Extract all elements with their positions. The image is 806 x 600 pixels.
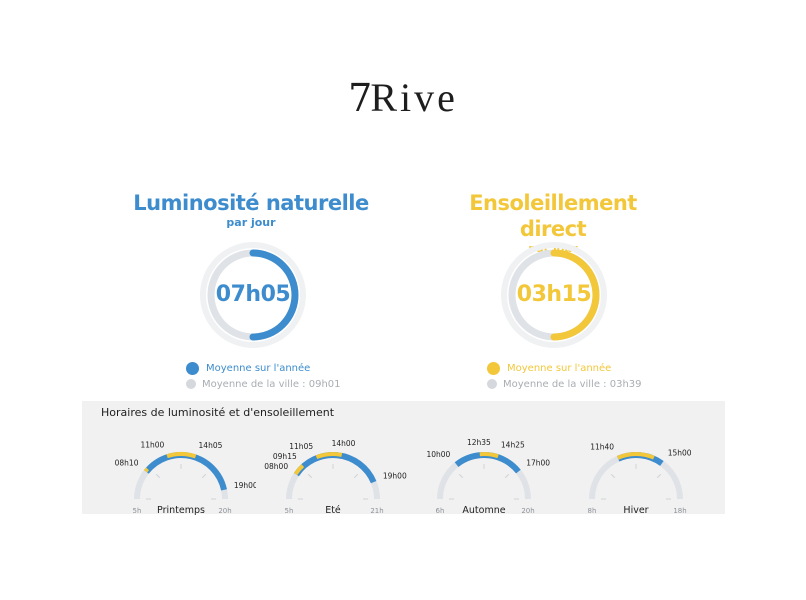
season-gauge — [258, 431, 408, 516]
season-track — [289, 455, 377, 499]
season-track — [137, 455, 225, 499]
time-label: 14h05 — [198, 440, 223, 450]
season-end-label: 20h — [521, 507, 535, 515]
ensoleillement-arc — [480, 454, 498, 456]
ensoleillement-value: 03h15 — [516, 282, 592, 307]
season-gauge — [561, 431, 711, 516]
time-label: 11h05 — [289, 441, 314, 451]
season-start-label: 5h — [284, 507, 294, 515]
legend-year — [186, 360, 426, 376]
time-label: 12h35 — [466, 438, 491, 448]
season-tick — [202, 474, 206, 478]
time-label: 17h00 — [526, 458, 551, 468]
season-gauge — [409, 431, 559, 516]
schedule-title: Horaires de luminosité et d'ensoleillement — [101, 406, 335, 419]
luminosite-arc — [146, 455, 224, 490]
time-label: 14h00 — [331, 439, 356, 449]
season-track — [440, 455, 528, 499]
time-label: 11h40 — [590, 442, 615, 452]
luminosite-value: 07h05 — [215, 282, 291, 307]
luminosite-legend — [186, 360, 426, 392]
schedule-panel — [82, 401, 725, 514]
season-tick — [156, 474, 160, 478]
luminosite-arc — [457, 455, 519, 472]
legend-dot-grey — [186, 379, 196, 389]
season-automne — [409, 431, 559, 516]
season-end-label: 21h — [370, 507, 384, 515]
legend-year — [487, 360, 727, 376]
season-tick — [505, 474, 509, 478]
time-label: 19h00 — [233, 480, 256, 490]
season-start-label: 5h — [132, 507, 142, 515]
ensoleillement-title: Ensoleillement direct — [469, 191, 637, 241]
luminosite-gauge — [198, 240, 308, 350]
legend-dot-blue — [186, 362, 199, 375]
time-label: 19h00 — [382, 471, 407, 481]
legend-dot-grey — [487, 379, 497, 389]
legend-dot-yellow — [487, 362, 500, 375]
legend-city-label: Moyenne de la ville : 03h39 — [503, 378, 642, 390]
brand-name: Rive — [370, 75, 458, 120]
season-tick — [459, 474, 463, 478]
time-label: 15h00 — [667, 448, 692, 458]
season-start-label: 8h — [587, 507, 597, 515]
season-end-label: 20h — [218, 507, 232, 515]
brand-number: 7 — [348, 76, 371, 120]
luminosite-title: Luminosité naturelle — [133, 191, 369, 215]
season-gauge — [106, 431, 256, 516]
season-start-label: 6h — [435, 507, 445, 515]
time-label: 08h10 — [114, 458, 139, 468]
ensoleillement-arc — [146, 469, 148, 471]
legend-city-label: Moyenne de la ville : 09h01 — [202, 378, 341, 390]
season-tick — [611, 474, 615, 478]
ensoleillement-gauge — [499, 240, 609, 350]
legend-year-label: Moyenne sur l'année — [206, 362, 311, 374]
season-tick — [354, 474, 358, 478]
season-name: Hiver — [623, 505, 649, 516]
time-label: 09h15 — [272, 451, 297, 461]
time-label: 10h00 — [426, 449, 451, 459]
season-ete — [258, 431, 408, 516]
season-hiver — [561, 431, 711, 516]
ensoleillement-legend — [487, 360, 727, 392]
season-printemps — [106, 431, 256, 516]
season-tick — [308, 474, 312, 478]
season-name: Automne — [462, 505, 506, 516]
season-end-label: 18h — [673, 507, 687, 515]
legend-city — [186, 376, 426, 392]
season-name: Eté — [325, 505, 341, 516]
season-tick — [657, 474, 661, 478]
luminosite-arc — [296, 455, 373, 482]
time-label: 11h00 — [140, 440, 165, 450]
season-name: Printemps — [157, 505, 205, 516]
season-track — [592, 455, 680, 499]
luminosite-header — [131, 190, 371, 230]
time-label: 08h00 — [264, 461, 289, 471]
brand-logo — [0, 74, 806, 121]
legend-year-label: Moyenne sur l'année — [507, 362, 612, 374]
ensoleillement-subtitle: par jour — [528, 242, 578, 255]
legend-city — [487, 376, 727, 392]
time-label: 14h25 — [500, 440, 525, 450]
luminosite-subtitle: par jour — [226, 216, 276, 229]
